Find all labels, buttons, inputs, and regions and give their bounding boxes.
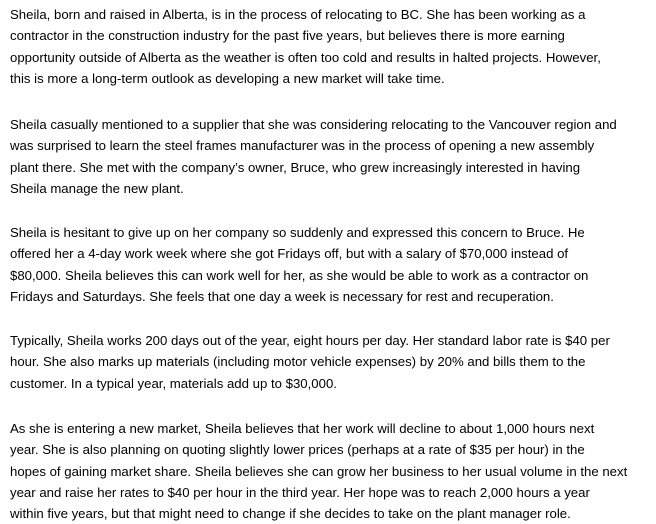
paragraph-line: Sheila casually mentioned to a supplier that she was considering relocating to the Vancouver region and bbox=[10, 117, 617, 132]
paragraph-line: As she is entering a new market, Sheila believes that her work will decline to about 1,000 hours next bbox=[10, 421, 595, 436]
paragraph-1 bbox=[10, 4, 601, 89]
paragraph-5 bbox=[10, 418, 627, 524]
paragraph-line: Fridays and Saturdays. She feels that one day a week is necessary for rest and recuperation. bbox=[10, 288, 554, 304]
paragraph-4 bbox=[10, 330, 610, 394]
paragraph-line: hour. She also marks up materials (including motor vehicle expenses) by 20% and bills them to the bbox=[10, 354, 586, 370]
paragraph-line: year. She is also planning on quoting slightly lower prices (perhaps at a rate of $35 per hour) in the bbox=[10, 442, 585, 458]
paragraph-3 bbox=[10, 222, 588, 307]
paragraph-line: was surprised to learn the steel frames manufacturer was in the process of opening a new assembly bbox=[10, 138, 595, 154]
paragraph-line: year and raise her rates to $40 per hour in the third year. Her hope was to reach 2,000 hours a year bbox=[10, 484, 590, 500]
paragraph-line: Sheila manage the new plant. bbox=[10, 180, 184, 196]
paragraph-line: offered her a 4-day work week where she got Fridays off, but with a salary of $70,000 instead of bbox=[10, 246, 569, 262]
paragraph-line: plant there. She met with the company’s owner, Bruce, who grew increasingly interested in having bbox=[10, 159, 581, 175]
paragraph-line: Sheila, born and raised in Alberta, is in the process of relocating to BC. She has been working as a bbox=[10, 7, 586, 22]
paragraph-line: within five years, but that might need to change if she decides to take on the plant manager role. bbox=[10, 506, 571, 522]
paragraph-line: Sheila is hesitant to give up on her company so suddenly and expressed this concern to Bruce. He bbox=[10, 225, 585, 240]
paragraph-line: Typically, Sheila works 200 days out of the year, eight hours per day. Her standard labor rate is $40 per bbox=[10, 333, 610, 348]
paragraph-line: opportunity outside of Alberta as the weather is often too cold and results in halted projects. However, bbox=[10, 49, 601, 65]
paragraph-line: this is more a long-term outlook as developing a new market will take time. bbox=[10, 70, 445, 86]
paragraph-2 bbox=[10, 114, 617, 199]
paragraph-line: contractor in the construction industry for the past five years, but believes there is more earning bbox=[10, 28, 565, 44]
paragraph-line: $80,000. Sheila believes this can work well for her, as she would be able to work as a contractor on bbox=[10, 267, 589, 283]
paragraph-line: customer. In a typical year, materials add up to $30,000. bbox=[10, 375, 337, 391]
paragraph-line: hopes of gaining market share. Sheila believes she can grow her business to her usual volume in the next bbox=[10, 463, 628, 479]
